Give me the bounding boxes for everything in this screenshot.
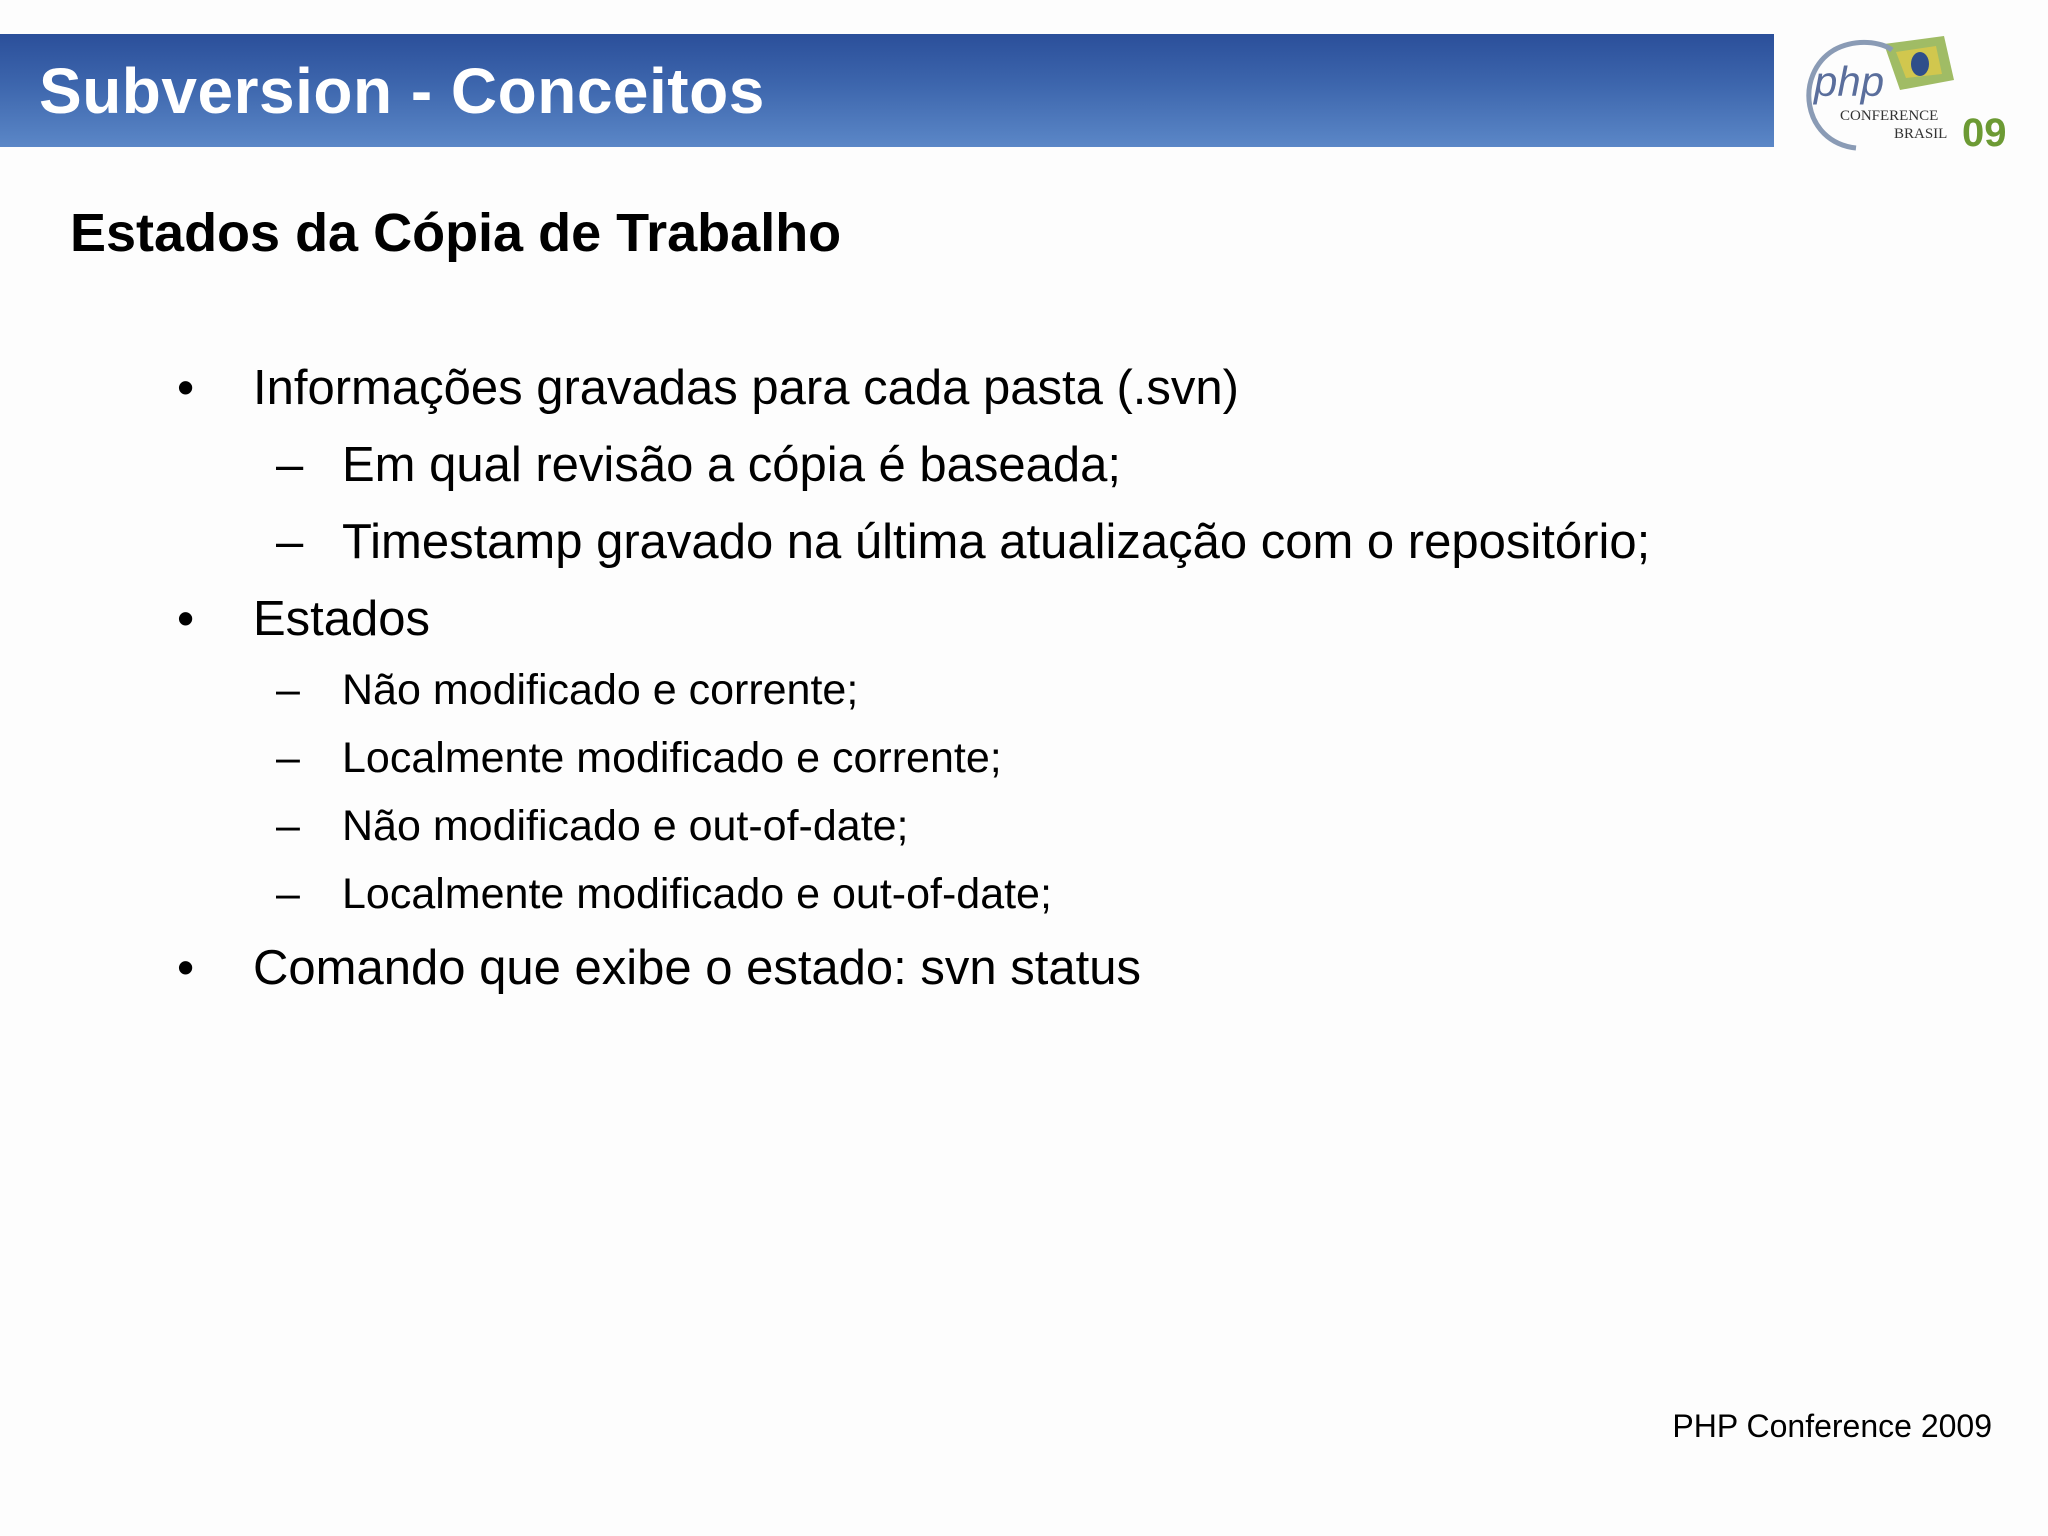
sub-bullet-text: Não modificado e out-of-date;: [342, 802, 909, 850]
dash-marker: –: [276, 802, 300, 850]
sub-bullet-item: [276, 666, 859, 715]
dash-marker: –: [276, 734, 300, 782]
logo-year-text: 09: [1962, 111, 2007, 154]
sub-bullet-item: [276, 802, 909, 851]
logo-php-text: php: [1814, 58, 1885, 105]
logo-conference-text: CONFERENCE: [1840, 108, 1939, 124]
dash-marker: –: [276, 870, 300, 918]
sub-bullet-item: [276, 437, 1122, 493]
sub-bullet-text: Localmente modificado e corrente;: [342, 734, 1002, 782]
sub-bullet-text: Timestamp gravado na última atualização com o repositório;: [342, 515, 1651, 569]
bullet-item: [177, 360, 1239, 416]
sub-bullet-text: Localmente modificado e out-of-date;: [342, 870, 1052, 918]
bullet-marker: •: [177, 592, 195, 646]
sub-bullet-item: [276, 734, 1002, 783]
bullet-marker: •: [177, 941, 195, 995]
sub-bullet-item: [276, 870, 1052, 919]
bullet-text: Informações gravadas para cada pasta (.svn): [253, 361, 1239, 415]
bullet-item: [177, 940, 1142, 996]
bullet-marker: •: [177, 361, 195, 415]
dash-marker: –: [276, 438, 304, 492]
section-heading: Estados da Cópia de Trabalho: [70, 203, 842, 263]
sub-bullet-text: Em qual revisão a cópia é baseada;: [342, 438, 1122, 492]
dash-marker: –: [276, 515, 304, 569]
footer-text: PHP Conference 2009: [1672, 1408, 1992, 1444]
logo-brasil-text: BRASIL: [1894, 126, 1948, 142]
php-conference-logo-graphic: [1796, 30, 2026, 154]
php-conference-logo: [1796, 30, 2026, 154]
bullet-item: [177, 591, 431, 647]
sub-bullet-item: [276, 514, 1651, 570]
bullet-text: Comando que exibe o estado: svn status: [253, 941, 1142, 995]
bullet-text: Estados: [253, 592, 431, 646]
slide-title: Subversion - Conceitos: [39, 55, 765, 127]
sub-bullet-text: Não modificado e corrente;: [342, 666, 859, 714]
dash-marker: –: [276, 666, 300, 714]
